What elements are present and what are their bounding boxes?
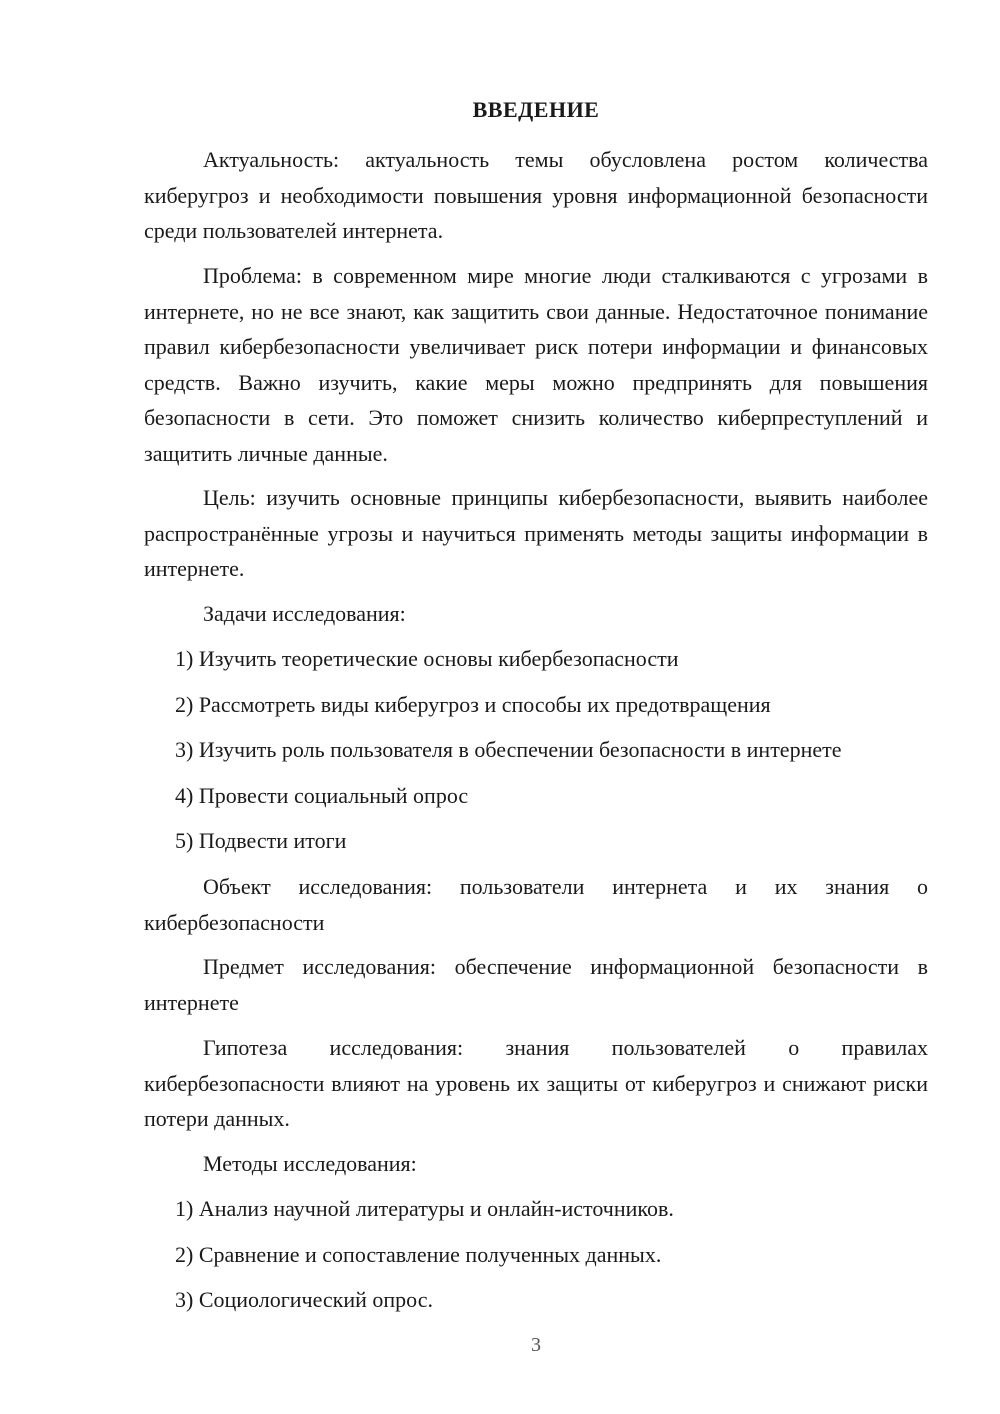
task-item: 5) Подвести итоги	[175, 828, 347, 853]
method-item: 1) Анализ научной литературы и онлайн-источников.	[175, 1196, 674, 1221]
task-item: 3) Изучить роль пользователя в обеспечении безопасности в интернете	[175, 737, 842, 762]
tasks-heading: Задачи исследования:	[203, 601, 406, 626]
method-item: 3) Социологический опрос.	[175, 1287, 433, 1312]
page-title: ВВЕДЕНИЕ	[472, 97, 600, 122]
relevance-paragraph: Актуальность: актуальность темы обусловлена ростом количества киберугроз и необходимости повышения уровня информационной безопасности среди пользователей интернета.	[144, 147, 928, 243]
problem-paragraph: Проблема: в современном мире многие люди сталкиваются с угрозами в интернете, но не все знают, как защитить свои данные. Недостаточное понимание правил кибербезопасности увеличивает риск потери информации и финансовых средств. Важно изучить, какие меры можно предпринять для повышения безопасности в сети. Это поможет снизить количество киберпреступлений и защитить личные данные.	[144, 263, 928, 466]
task-item: 1) Изучить теоретические основы кибербезопасности	[175, 646, 679, 671]
hypothesis-paragraph: Гипотеза исследования: знания пользователей о правилах кибербезопасности влияют на уровень их защиты от киберугроз и снижают риски потери данных.	[144, 1035, 928, 1131]
method-item: 2) Сравнение и сопоставление полученных данных.	[175, 1242, 662, 1267]
subject-paragraph: Предмет исследования: обеспечение информационной безопасности в интернете	[144, 954, 928, 1015]
page-number: 3	[531, 1334, 541, 1356]
goal-paragraph: Цель: изучить основные принципы кибербезопасности, выявить наиболее распространённые угрозы и научиться применять методы защиты информации в интернете.	[144, 485, 928, 581]
task-item: 4) Провести социальный опрос	[175, 783, 469, 808]
object-paragraph: Объект исследования: пользователи интернета и их знания о кибербезопасности	[144, 874, 928, 935]
methods-heading: Методы исследования:	[203, 1151, 417, 1176]
task-item: 2) Рассмотреть виды киберугроз и способы их предотвращения	[175, 692, 771, 717]
